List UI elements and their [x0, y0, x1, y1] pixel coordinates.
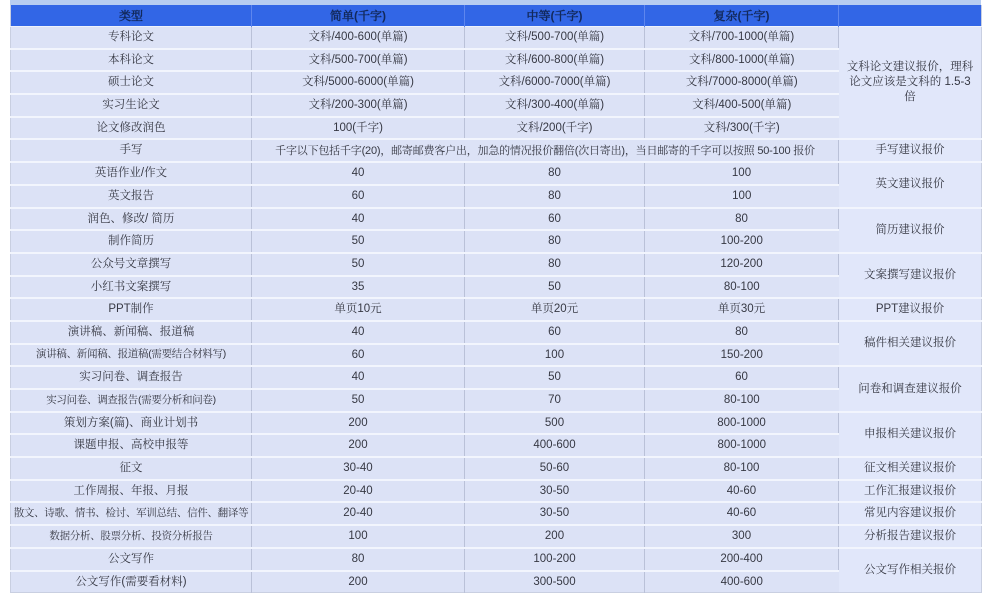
cell-type: 实习问卷、调查报告	[11, 366, 252, 389]
cell-simple: 20-40	[252, 502, 465, 525]
cell-medium: 80	[465, 230, 645, 253]
note-cell: 申报相关建议报价	[839, 412, 982, 457]
cell-complex: 文科/400-500(单篇)	[645, 94, 839, 117]
note-cell: 文案撰写建议报价	[839, 253, 982, 298]
cell-simple: 100(千字)	[252, 117, 465, 140]
cell-simple: 40	[252, 162, 465, 185]
cell-simple: 40	[252, 208, 465, 231]
cell-simple: 文科/5000-6000(单篇)	[252, 71, 465, 94]
table-row	[11, 412, 982, 435]
table-row	[11, 49, 982, 72]
cell-type: 公文写作	[11, 548, 252, 571]
table-row	[11, 321, 982, 344]
cell-medium: 80	[465, 185, 645, 208]
table-row	[11, 139, 982, 162]
cell-type: 制作简历	[11, 230, 252, 253]
cell-medium: 50	[465, 276, 645, 299]
cell-type: 手写	[11, 139, 252, 162]
cell-simple: 200	[252, 571, 465, 593]
column-header-0: 类型	[11, 5, 252, 27]
cell-simple: 200	[252, 434, 465, 457]
cell-type: 散文、诗歌、情书、检讨、军训总结、信件、翻译等	[11, 502, 252, 525]
cell-merged-note: 千字以下包括千字(20)，邮寄邮费客户出，加急的情况报价翻倍(次日寄出)，当日邮寄的千字可以按照 50-100 报价	[252, 139, 839, 162]
cell-type: 课题申报、高校申报等	[11, 434, 252, 457]
cell-type: 征文	[11, 457, 252, 480]
note-cell: 征文相关建议报价	[839, 457, 982, 480]
cell-medium: 文科/300-400(单篇)	[465, 94, 645, 117]
cell-complex: 100	[645, 185, 839, 208]
cell-simple: 100	[252, 525, 465, 548]
cell-type: 数据分析、股票分析、投资分析报告	[11, 525, 252, 548]
note-cell: 工作汇报建议报价	[839, 480, 982, 503]
cell-simple: 40	[252, 366, 465, 389]
table-row	[11, 344, 982, 367]
table-row	[11, 502, 982, 525]
cell-complex: 800-1000	[645, 412, 839, 435]
cell-medium: 文科/200(千字)	[465, 117, 645, 140]
cell-complex: 文科/7000-8000(单篇)	[645, 71, 839, 94]
cell-complex: 单页30元	[645, 298, 839, 321]
cell-simple: 30-40	[252, 457, 465, 480]
cell-simple: 文科/500-700(单篇)	[252, 49, 465, 72]
table-row	[11, 571, 982, 593]
cell-simple: 60	[252, 185, 465, 208]
note-cell: 公文写作相关报价	[839, 548, 982, 593]
cell-type: 本科论文	[11, 49, 252, 72]
cell-medium: 文科/600-800(单篇)	[465, 49, 645, 72]
table-row	[11, 230, 982, 253]
table-row	[11, 71, 982, 94]
cell-simple: 50	[252, 389, 465, 412]
cell-complex: 80-100	[645, 389, 839, 412]
table-row	[11, 162, 982, 185]
table-row	[11, 253, 982, 276]
cell-complex: 60	[645, 366, 839, 389]
cell-complex: 150-200	[645, 344, 839, 367]
cell-type: 工作周报、年报、月报	[11, 480, 252, 503]
cell-medium: 500	[465, 412, 645, 435]
cell-complex: 文科/700-1000(单篇)	[645, 27, 839, 49]
note-cell: 简历建议报价	[839, 208, 982, 253]
cell-medium: 100	[465, 344, 645, 367]
column-header-1: 简单(千字)	[252, 5, 465, 27]
cell-type: 公众号文章撰写	[11, 253, 252, 276]
cell-simple: 文科/200-300(单篇)	[252, 94, 465, 117]
note-cell: 稿件相关建议报价	[839, 321, 982, 366]
cell-medium: 30-50	[465, 502, 645, 525]
cell-simple: 80	[252, 548, 465, 571]
cell-simple: 文科/400-600(单篇)	[252, 27, 465, 49]
note-cell: 问卷和调查建议报价	[839, 366, 982, 411]
cell-medium: 50-60	[465, 457, 645, 480]
cell-complex: 40-60	[645, 502, 839, 525]
cell-complex: 100-200	[645, 230, 839, 253]
cell-type: 专科论文	[11, 27, 252, 49]
cell-medium: 80	[465, 253, 645, 276]
table-row	[11, 366, 982, 389]
cell-simple: 35	[252, 276, 465, 299]
cell-simple: 50	[252, 253, 465, 276]
cell-medium: 80	[465, 162, 645, 185]
cell-simple: 60	[252, 344, 465, 367]
table-row	[11, 27, 982, 49]
cell-type: 论文修改润色	[11, 117, 252, 140]
cell-type: 演讲稿、新闻稿、报道稿(需要结合材料写)	[11, 344, 252, 367]
cell-complex: 300	[645, 525, 839, 548]
table-row	[11, 276, 982, 299]
column-header-3: 复杂(千字)	[645, 5, 839, 27]
cell-complex: 文科/800-1000(单篇)	[645, 49, 839, 72]
table-row	[11, 434, 982, 457]
table-row	[11, 298, 982, 321]
cell-medium: 50	[465, 366, 645, 389]
note-cell: 文科论文建议报价，理科论文应该是文科的 1.5-3 倍	[839, 27, 982, 140]
table-row	[11, 117, 982, 140]
cell-medium: 文科/500-700(单篇)	[465, 27, 645, 49]
cell-complex: 800-1000	[645, 434, 839, 457]
cell-type: 小红书文案撰写	[11, 276, 252, 299]
table-row	[11, 480, 982, 503]
cell-complex: 80	[645, 208, 839, 231]
cell-type: 策划方案(篇)、商业计划书	[11, 412, 252, 435]
cell-simple: 50	[252, 230, 465, 253]
cell-medium: 400-600	[465, 434, 645, 457]
column-header-2: 中等(千字)	[465, 5, 645, 27]
cell-complex: 80-100	[645, 276, 839, 299]
cell-simple: 200	[252, 412, 465, 435]
cell-type: 演讲稿、新闻稿、报道稿	[11, 321, 252, 344]
cell-complex: 40-60	[645, 480, 839, 503]
cell-simple: 20-40	[252, 480, 465, 503]
note-cell: PPT建议报价	[839, 298, 982, 321]
header-row	[11, 5, 982, 27]
cell-simple: 单页10元	[252, 298, 465, 321]
table-row	[11, 548, 982, 571]
note-cell: 分析报告建议报价	[839, 525, 982, 548]
cell-type: 英文报告	[11, 185, 252, 208]
table-row	[11, 185, 982, 208]
cell-type: 公文写作(需要看材料)	[11, 571, 252, 593]
cell-medium: 200	[465, 525, 645, 548]
cell-simple: 40	[252, 321, 465, 344]
cell-type: 硕士论文	[11, 71, 252, 94]
table-row	[11, 94, 982, 117]
cell-medium: 100-200	[465, 548, 645, 571]
cell-type: 润色、修改/ 简历	[11, 208, 252, 231]
cell-complex: 120-200	[645, 253, 839, 276]
cell-medium: 70	[465, 389, 645, 412]
table-row	[11, 525, 982, 548]
cell-complex: 400-600	[645, 571, 839, 593]
cell-complex: 100	[645, 162, 839, 185]
table-body	[11, 27, 982, 593]
note-cell: 英文建议报价	[839, 162, 982, 207]
cell-type: 实习问卷、调查报告(需要分析和问卷)	[11, 389, 252, 412]
cell-medium: 60	[465, 208, 645, 231]
cell-medium: 30-50	[465, 480, 645, 503]
pricing-table	[10, 5, 982, 593]
cell-type: PPT制作	[11, 298, 252, 321]
note-cell: 手写建议报价	[839, 139, 982, 162]
cell-complex: 文科/300(千字)	[645, 117, 839, 140]
cell-complex: 80	[645, 321, 839, 344]
cell-medium: 单页20元	[465, 298, 645, 321]
table-row	[11, 389, 982, 412]
cell-medium: 300-500	[465, 571, 645, 593]
cell-type: 实习生论文	[11, 94, 252, 117]
table-row	[11, 208, 982, 231]
note-cell: 常见内容建议报价	[839, 502, 982, 525]
column-header-4	[839, 5, 982, 27]
cell-medium: 60	[465, 321, 645, 344]
cell-type: 英语作业/作文	[11, 162, 252, 185]
cell-complex: 200-400	[645, 548, 839, 571]
cell-complex: 80-100	[645, 457, 839, 480]
cell-medium: 文科/6000-7000(单篇)	[465, 71, 645, 94]
table-row	[11, 457, 982, 480]
